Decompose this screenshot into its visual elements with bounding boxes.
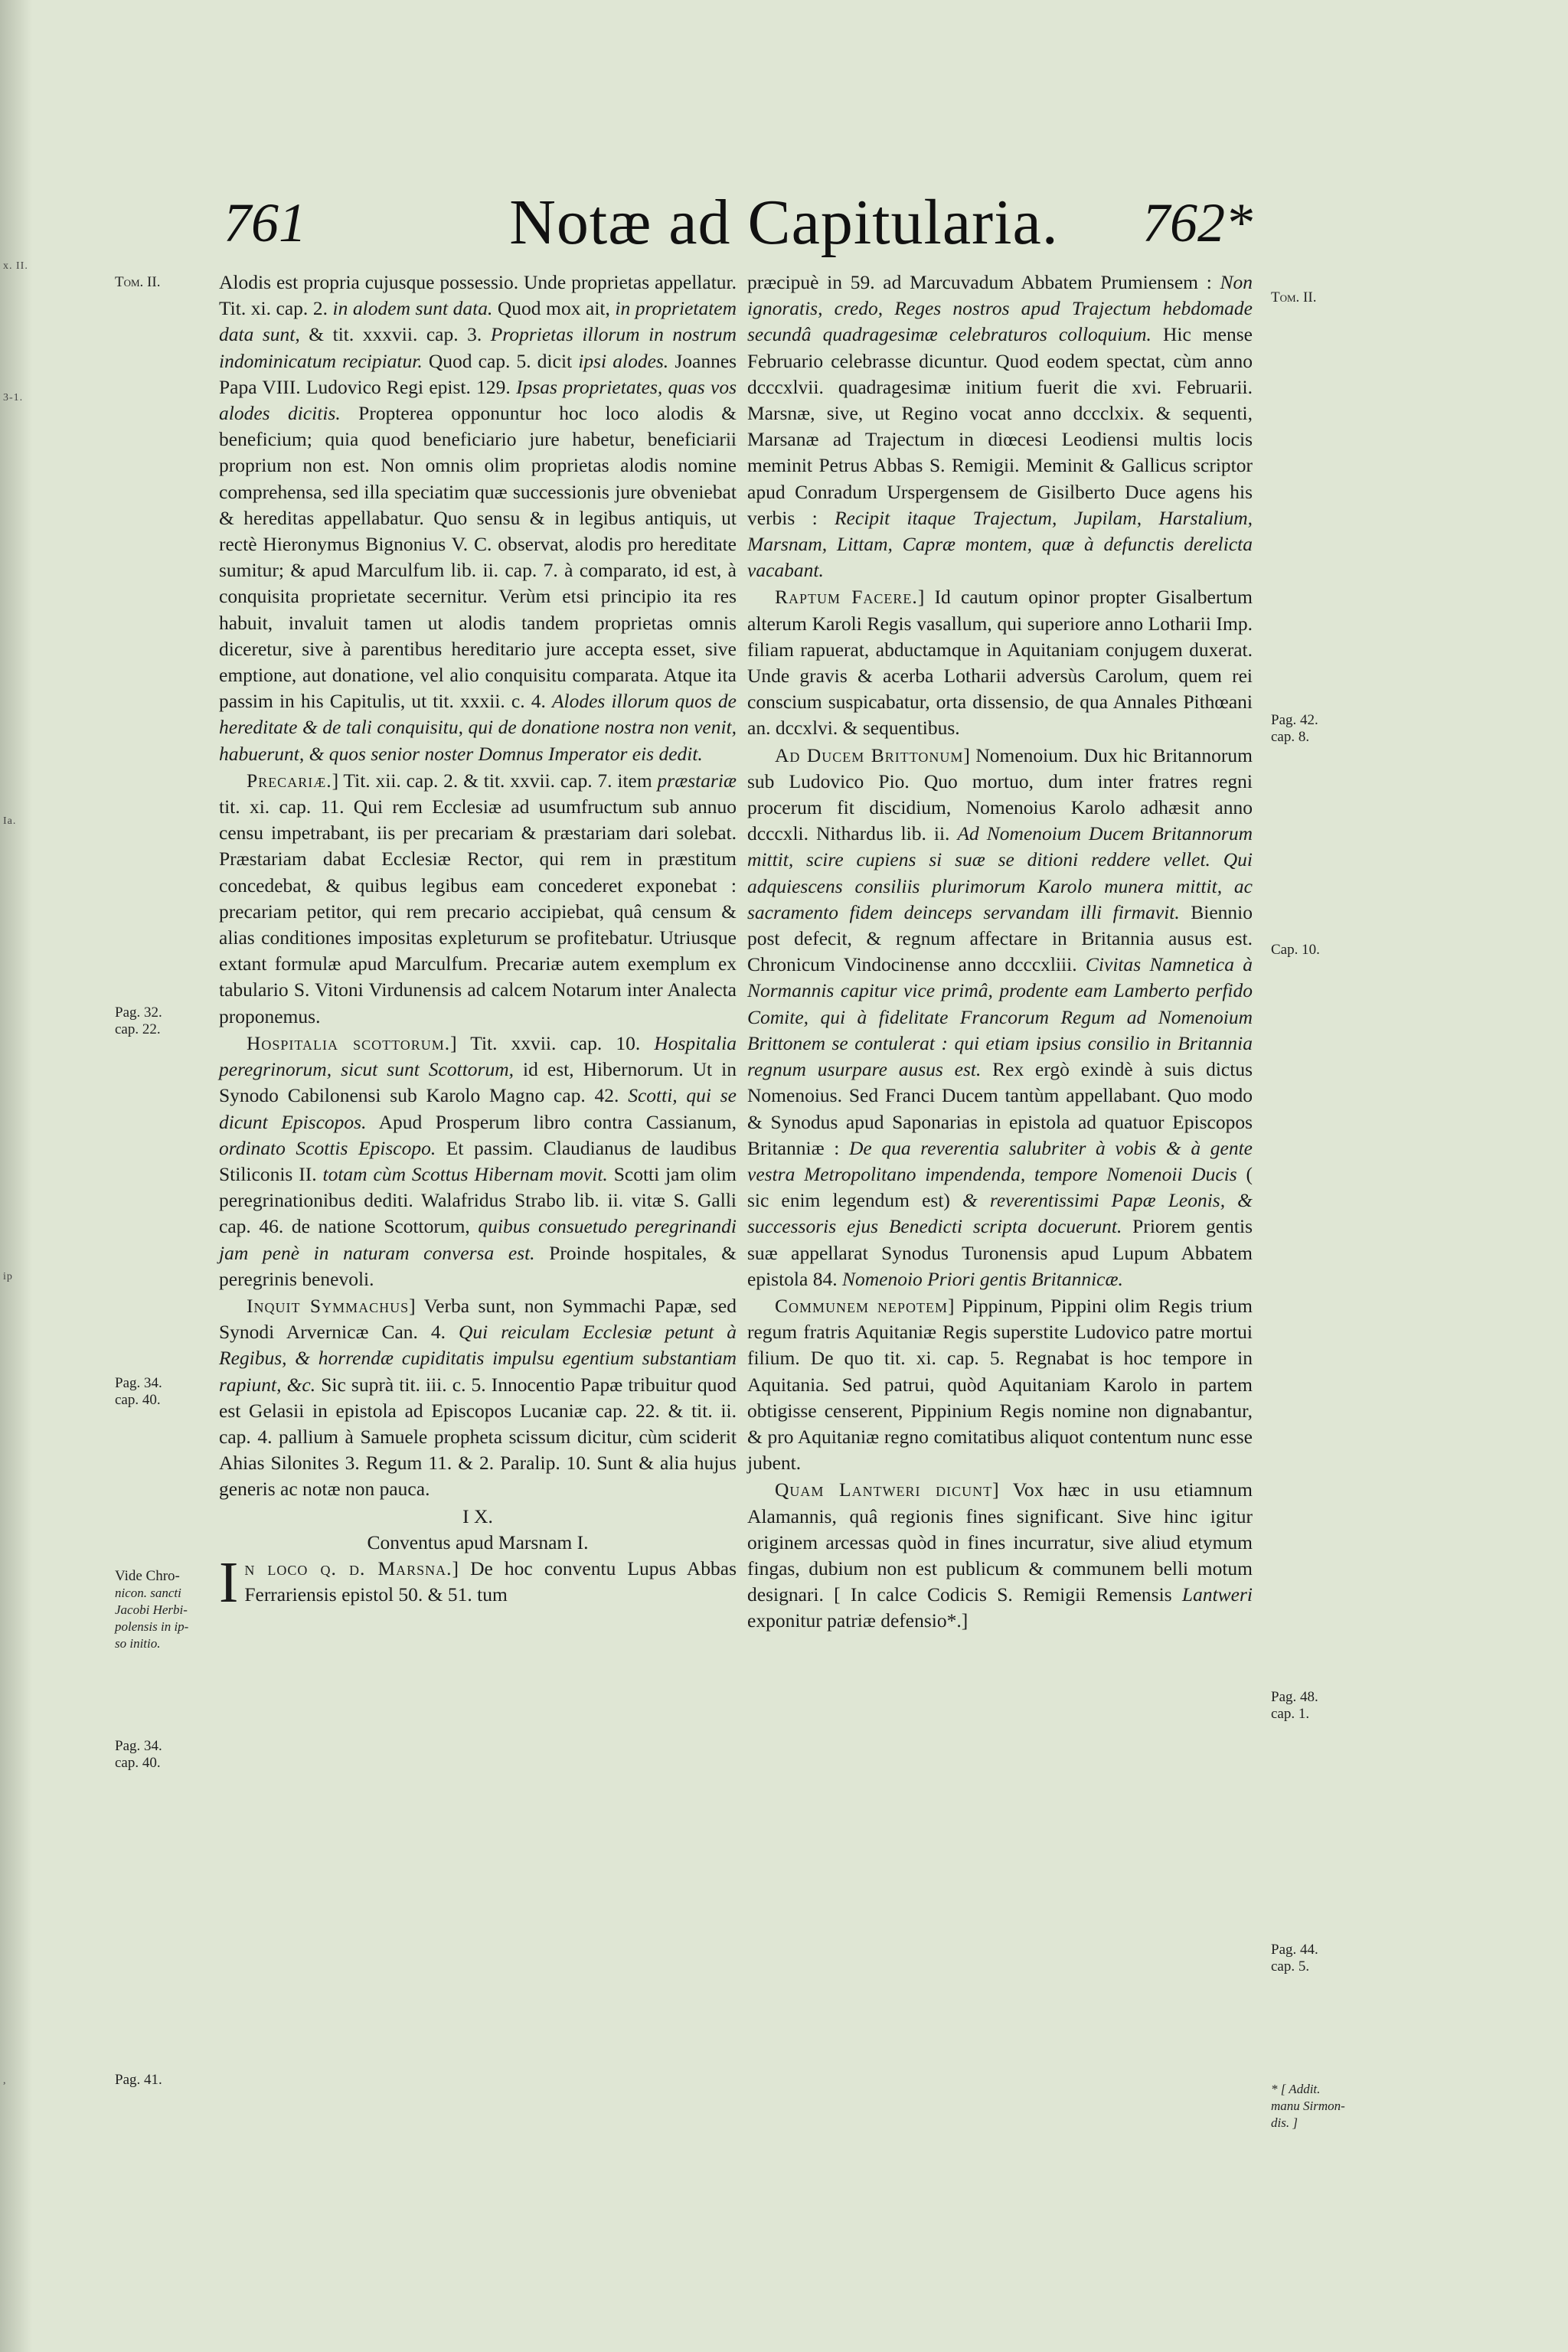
left-column <box>219 270 737 1615</box>
margin-vide-note: Vide Chro- nicon. sancti Jacobi Herbi- polensis in ip- so initio. <box>115 1568 189 1651</box>
page-edge <box>0 0 32 2352</box>
margin-ref: Pag. 34. cap. 40. <box>115 1738 162 1771</box>
edge-mark: , <box>3 2075 7 2086</box>
paragraph-raptum: Raptum Facere.] Id cautum opinor propter Gisalbertum alterum Karoli Regis vasallum, qui superiore anno Lotharii Imp. filiam rapuerat, abductamque in Aquitaniam conjugem duxerat. Unde gravis & acerba Lotharii adversùs Carolum, quem rei conscium suspicabatur, orta dissensio, de qua Annales Pithœani an. dccxlvi. & sequentibus. <box>747 586 1253 740</box>
edge-mark: Ia. <box>3 815 17 827</box>
section-number: I X. <box>462 1504 493 1527</box>
edge-mark: ip <box>3 1271 13 1282</box>
paragraph-alodis: Alodis est propria cujusque possessio. Unde proprietas appellatur. Tit. xi. cap. 2. in alodem sunt data. Quod mox ait, in proprietatem data sunt, & tit. xxxvii. cap. 3. Proprietas illorum in nostrum indominicatum recipiatur. Quod cap. 5. dicit ipsi alodes. Joannes Papa VIII. Ludovico Regi epist. 129. Ipsas proprietates, quas vos alodes dicitis. Propterea opponuntur hoc loco alodis & beneficium; quia quod beneficiario jure habetur, beneficiarii proprium non est. Non omnis olim proprietas alodis nomine comprehensa, sed illa speciatim quæ successionis jure obveniebat & hereditas appellabatur. Quo sensu & in legibus antiquis, ut rectè Hieronymus Bignonius V. C. observat, alodis pro hereditate sumitur; & apud Marculfum lib. ii. cap. 7. à comparato, id est, à conquisita proprietate secernitur. Verùm etsi principio ita res habuit, invaluit tamen ut alodis tandem proprietas omnis diceretur, sive à parentibus hereditario jure accepta esset, sive emptione, aut donatione, vel alio conquisitu comparata. Atque ita passim in his Capitulis, ut tit. xxxii. c. 4. Alodes illorum quos de hereditate & de tali conquisitu, qui de donatione nostra non venit, habuerunt, & quos senior noster Domnus Imperator eis dedit. <box>219 271 737 765</box>
right-column <box>747 270 1253 1635</box>
paragraph-hospitalia: Hospitalia scottorum.] Tit. xxvii. cap. 10. Hospitalia peregrinorum, sicut sunt Scottorum, id est, Hibernorum. Ut in Synodo Cabilonensi sub Karolo Magno cap. 42. Scotti, qui se dicunt Episcopos. Apud Prosperum libro contra Cassianum, ordinato Scottis Episcopo. Et passim. Claudianus de laudibus Stiliconis II. totam cùm Scottus Hibernam movit. Scotti jam olim peregrinationibus dediti. Walafridus Strabo lib. ii. vitæ S. Galli cap. 46. de natione Scottorum, quibus consuetudo peregrinandi jam penè in naturam conversa est. Proinde hospitales, & peregrinis benevoli. <box>219 1031 737 1290</box>
margin-ref: Pag. 48. cap. 1. <box>1271 1689 1318 1722</box>
drop-cap: I <box>219 1550 239 1615</box>
paragraph-marsna: In loco q. d. Marsna.] De hoc conventu Lupus Abbas Ferrariensis epistol 50. & 51. tum <box>219 1550 737 1615</box>
section-title: Conventus apud Marsnam I. <box>367 1530 589 1553</box>
paragraph-brittonum: Ad Ducem Brittonum] Nomenoium. Dux hic Britannorum sub Ludovico Pio. Quo mortuo, dum inter fratres regni procerum fit discidium, Nomenoius Karolo adhæsit anno dcccxli. Nithardus lib. ii. Ad Nomenoium Ducem Britannorum mittit, scire cupiens si suæ se ditioni reddere vellet. Qui adquiescens consiliis plurimorum Karolo munera mittit, ac sacramento fidem deinceps servandam illi firmavit. Biennio post defecit, & regnum affectare in Britannia ausus est. Chronicum Vindocinense anno dcccxliii. Civitas Namnetica à Normannis capitur vice primâ, prodente eam Lamberto perfido Comite, qui à fidelitate Francorum Regum ad Nomenoium Brittonem se contulerat : qui etiam ipsius consilio in Britannia regnum usurpare ausus est. Rex ergò exindè à suis dictus Nomenoius. Sed Franci Ducem tantùm appellabant. Quo modo & Synodus apud Saponarias in epistola ad quatuor Episcopos Britanniæ : De qua reverentia salubriter à vobis & à gente vestra Metropolitano impendenda, tempore Nomenoii Ducis ( sic enim legendum est) & reverentissimi Papæ Leonis, & successoris ejus Benedicti scripta docuerunt. Priorem gentis suæ appellarat Synodus Turonensis apud Lupum Abbatem epistola 84. Nomenoio Priori gentis Britannicæ. <box>747 743 1253 1290</box>
margin-ref: Pag. 44. cap. 5. <box>1271 1942 1318 1975</box>
margin-ref: Cap. 10. <box>1271 942 1320 958</box>
margin-addit-note: * [ Addit. manu Sirmon- dis. ] <box>1271 2082 1345 2130</box>
edge-mark: x. II. <box>3 260 28 272</box>
margin-ref: Pag. 32. cap. 22. <box>115 1004 162 1037</box>
edge-mark: 3-1. <box>3 392 24 403</box>
margin-tom-right: Tom. II. <box>1271 289 1317 305</box>
paragraph-nepotem: Communem nepotem] Pippinum, Pippini olim Regis trium regum fratris Aquitaniæ Regis superstite Ludovico patre mortui filium. De quo tit. xi. cap. 5. Regnabat is hoc tempore in Aquitania. Sed patrui, quòd Aquitaniam Karolo in partem obtigisse censerent, Pippinium Regis nomine non dignabantur, & pro Aquitaniæ regno comitatibus aliquot contentum nunc esse jubent. <box>747 1294 1253 1475</box>
page-number-right: 762* <box>1142 192 1253 253</box>
margin-ref: Pag. 42. cap. 8. <box>1271 712 1318 745</box>
margin-ref: Pag. 34. cap. 40. <box>115 1375 162 1408</box>
paragraph-precariae: Precariæ.] Tit. xii. cap. 2. & tit. xxvii. cap. 7. item præstariæ tit. xi. cap. 11. Qui rem Ecclesiæ ad usumfructum sub annuo censu impetrabant, iis per precariam & præstariam dari solebat. Præstariam dabat Ecclesiæ Rector, qui rem in præstitum concedebat, & quibus legibus eam concederet exponebat : precariam petitor, qui rem precario accipiebat, quâ censum & alias conditiones impositas expleturum se profitebatur. Utriusque extant formulæ apud Marculfum. Precariæ autem exemplum ex tabulario S. Vitoni Virdunensis ad calcem Notarum inter Analecta proponemus. <box>219 769 737 1027</box>
margin-ref: Pag. 41. <box>115 2072 162 2088</box>
paragraph-symmachus: Inquit Symmachus] Verba sunt, non Symmachi Papæ, sed Synodi Arvernicæ Can. 4. Qui reiculam Ecclesiæ petunt à Regibus, & horrendæ cupiditatis impulsu egentium substantiam rapiunt, &c. Sic suprà tit. iii. c. 5. Innocentio Papæ tribuitur quod est Gelasii in epistola ad Episcopos Lucaniæ cap. 22. & tit. ii. cap. 4. pallium à Samuele propheta scissum dicitur, cùm sciderit Ahias Silonites 3. Regum 11. & 2. Paralip. 10. Sunt & alia hujus generis ac notæ non pauca. <box>219 1294 737 1501</box>
page-number-left: 761 <box>224 192 306 253</box>
paragraph-lantweri: Quam Lantweri dicunt] Vox hæc in usu etiamnum Alamannis, quâ regionis fines significant. Sive hinc igitur originem arcessas quòd in fines incurratur, sive aliud etymum fingas, dubium non est publicum & communem belli motum designari. [ In calce Codicis S. Remigii Remensis Lantweri exponitur patriæ defensio*.] <box>747 1478 1253 1632</box>
paragraph-marcuvadum: præcipuè in 59. ad Marcuvadum Abbatem Prumiensem : Non ignoratis, credo, Reges nostros apud Trajectum hebdomade secundâ quadragesimæ celebraturos colloquium. Hic mense Februario celebrasse dicuntur. Quod eodem spectat, cùm anno dcccxlvii. quadragesimæ initium fuerit die xvi. Februarii. Marsnæ, sive, ut Regino vocat anno dccclxix. & sequenti, Marsanæ ad Trajectum in diœcesi Leodiensi multis locis meminit Petrus Abbas S. Remigii. Meminit & Gallicus scriptor apud Conradum Urspergensem de Gisilberto Duce agens his verbis : Recipit itaque Trajectum, Jupilam, Harstalium, Marsnam, Littam, Capræ montem, quæ à defunctis derelicta vacabant. <box>747 271 1253 582</box>
page-title: Notæ ad Capitularia. <box>509 187 1059 258</box>
margin-tom-left: Tom. II. <box>115 274 161 290</box>
